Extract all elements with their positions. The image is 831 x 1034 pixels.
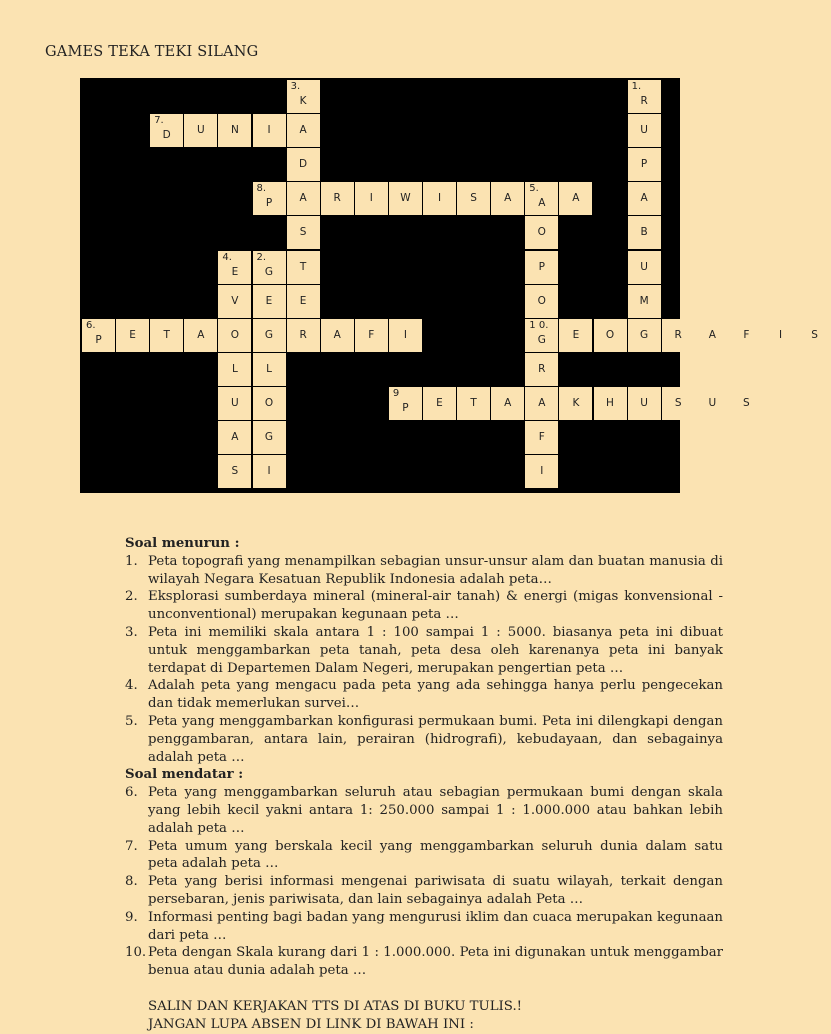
cell-letter: P [265, 197, 273, 210]
clue-number: 1. [631, 81, 642, 92]
crossword-cell [184, 114, 217, 147]
clue-text: Peta topografi yang menampilkan sebagian unsur-unsur alam dan buatan manusia di wilayah Negara Kesatuan Republik Indonesia adalah peta… [148, 553, 723, 587]
cell-letter: F [368, 328, 375, 341]
crossword-cell [287, 285, 320, 318]
instructions [125, 998, 723, 1034]
down-clues [125, 553, 723, 767]
clue-number: 4. [222, 251, 232, 263]
clue-number: 1 0. [529, 319, 549, 331]
cell-letter: R [299, 328, 307, 341]
clue-index: 5. [125, 713, 138, 729]
crossword-cell [525, 285, 558, 318]
crossword-cell [253, 353, 286, 386]
crossword-cell [253, 387, 286, 420]
crossword-cell [116, 319, 149, 352]
clue-index: 10. [125, 945, 147, 961]
crossword-cell [287, 114, 320, 147]
crossword-cell [457, 182, 490, 215]
cell-letter: E [299, 294, 307, 307]
crossword-cell [150, 114, 183, 147]
cell-letter: I [267, 465, 271, 478]
cell-letter: S [299, 226, 307, 239]
cell-letter: O [230, 328, 240, 341]
crossword-cell [696, 319, 729, 352]
crossword-cell [355, 182, 388, 215]
clue-item [125, 677, 723, 713]
cell-letter: A [504, 396, 512, 409]
crossword-cell [253, 285, 286, 318]
across-clues [125, 784, 723, 980]
clue-item [125, 624, 723, 677]
cell-letter: F [743, 328, 750, 341]
clue-text: Adalah peta yang mengacu pada peta yang ada sehingga hanya perlu pengecekan dan tidak memerlukan survei… [148, 678, 723, 712]
crossword-grid [80, 78, 818, 493]
cell-letter: A [640, 192, 648, 205]
cell-letter: A [504, 192, 512, 205]
crossword-cell [730, 319, 763, 352]
crossword-cell [253, 421, 286, 454]
cell-letter: G [264, 328, 274, 341]
cell-letter: E [231, 265, 239, 278]
cell-letter: L [266, 362, 272, 375]
crossword-cell [287, 216, 320, 249]
crossword-cell [389, 387, 422, 420]
clue-text: Eksplorasi sumberdaya mineral (mineral-air tanah) & energi (migas konvensional - unconventional) merupakan kegunaan peta … [148, 589, 723, 623]
crossword-cell [628, 216, 661, 249]
clue-index: 1. [125, 553, 138, 569]
cell-letter: K [572, 396, 580, 409]
cell-letter: O [264, 396, 274, 409]
crossword-cell [253, 114, 286, 147]
crossword-cell [82, 319, 115, 352]
cell-letter: R [333, 192, 341, 205]
clue-index: 6. [125, 785, 138, 801]
crossword-cell [594, 387, 627, 420]
cell-letter: A [333, 328, 341, 341]
crossword-cell [628, 387, 661, 420]
crossword-cell [628, 319, 661, 352]
cell-letter: U [640, 396, 648, 409]
cell-letter: E [265, 294, 273, 307]
clue-index: 2. [125, 589, 138, 605]
clue-item [125, 784, 723, 837]
cell-letter: O [605, 328, 615, 341]
cell-letter: G [264, 265, 274, 278]
cell-letter: R [640, 95, 648, 107]
crossword-cell [628, 80, 661, 113]
clue-number: 8. [256, 183, 267, 195]
cell-letter: F [538, 431, 545, 443]
cell-letter: T [470, 396, 477, 409]
crossword-cell [321, 182, 354, 215]
page-title: GAMES TEKA TEKI SILANG [45, 44, 259, 60]
cell-letter: S [674, 396, 682, 409]
cell-letter: U [231, 396, 239, 409]
crossword-cell [525, 319, 558, 352]
crossword-cell [218, 251, 251, 284]
crossword-cell [355, 319, 388, 352]
cell-letter: P [640, 158, 648, 171]
crossword-cell [559, 387, 592, 420]
clue-text: Peta yang menggambarkan seluruh atau sebagian permukaan bumi dengan skala yang lebih kecil yakni antara 1: 250.000 sampai 1 : 1.000.000 atau bahkan lebih adalah peta … [148, 785, 723, 836]
cell-letter: A [299, 192, 307, 205]
crossword-cell [628, 148, 661, 181]
crossword-cell [628, 182, 661, 215]
cell-letter: A [231, 431, 239, 443]
crossword-cell [287, 319, 320, 352]
cell-letter: G [537, 333, 546, 346]
down-heading: Soal menurun : [125, 536, 240, 551]
clue-number: 6. [86, 319, 96, 331]
crossword-cell [764, 319, 797, 352]
crossword-cell [287, 80, 320, 113]
cell-letter: T [299, 260, 307, 273]
crossword-cell [184, 319, 217, 352]
cell-letter: N [230, 124, 239, 137]
crossword-cell [218, 455, 251, 488]
cell-letter: U [708, 396, 717, 409]
cell-letter: O [537, 226, 546, 239]
cell-letter: A [197, 328, 205, 341]
crossword-cell [218, 114, 251, 147]
crossword-cell [253, 182, 286, 215]
clue-text: Peta yang berisi informasi mengenai pariwisata di suatu wilayah, terkait dengan persebaran, jenis pariwisata, dan lain sebagainya adalah Peta … [148, 874, 723, 907]
cell-letter: K [299, 95, 307, 107]
cell-letter: W [400, 192, 411, 205]
clue-number: 7. [154, 115, 164, 127]
crossword-cell [491, 182, 524, 215]
cell-letter: P [538, 260, 545, 273]
cell-letter: D [162, 129, 171, 142]
clue-index: 3. [125, 624, 138, 640]
clue-index: 9. [125, 909, 138, 925]
across-heading: Soal mendatar : [125, 767, 244, 783]
cell-letter: A [538, 197, 546, 210]
cell-letter: M [639, 294, 649, 307]
crossword-cell [491, 387, 524, 420]
crossword-cell [218, 285, 251, 318]
crossword-cell [525, 353, 558, 386]
cell-letter: S [231, 465, 239, 478]
cell-letter: A [299, 124, 307, 137]
crossword-cell [287, 148, 320, 181]
crossword-cell [389, 319, 422, 352]
crossword-cell [559, 182, 592, 215]
crossword-cell [321, 319, 354, 352]
instruction-line-1: SALIN DAN KERJAKAN TTS DI ATAS DI BUKU TULIS.! [148, 998, 523, 1014]
crossword-cell [525, 455, 558, 488]
clue-text: Peta yang menggambarkan konfigurasi permukaan bumi. Peta ini dilengkapi dengan penggambaran, antara lain, perairan (hidrografi), kebudayaan, dan sebagainya adalah peta … [148, 713, 723, 765]
crossword-cell [662, 387, 695, 420]
crossword-cell [696, 387, 729, 420]
crossword-cell [218, 387, 251, 420]
crossword-cell [525, 182, 558, 215]
cell-letter: S [811, 328, 818, 341]
crossword-cell [253, 455, 286, 488]
crossword-cell [628, 251, 661, 284]
cell-letter: I [403, 328, 407, 341]
crossword-cell [662, 319, 695, 352]
cell-letter: R [674, 328, 682, 341]
clue-item [125, 909, 723, 945]
clue-number: 5. [529, 183, 539, 195]
crossword-cell [525, 216, 558, 249]
clue-item [125, 588, 723, 624]
cell-letter: B [640, 226, 648, 239]
clue-index: 4. [125, 678, 138, 694]
crossword-cell [150, 319, 183, 352]
clue-list [125, 535, 723, 1034]
clue-index: 7. [125, 838, 138, 854]
crossword-cell [253, 251, 286, 284]
clue-item [125, 553, 723, 589]
clue-item [125, 838, 723, 874]
cell-letter: P [95, 333, 102, 346]
crossword-cell [423, 182, 456, 215]
cell-letter: P [402, 401, 409, 414]
cell-letter: I [369, 192, 373, 205]
cell-letter: D [299, 158, 308, 171]
cell-letter: O [537, 294, 546, 307]
cell-letter: S [743, 396, 750, 409]
crossword-cell [594, 319, 627, 352]
instruction-line-2: JANGAN LUPA ABSEN DI LINK DI BAWAH INI : [148, 1016, 474, 1032]
clue-item [125, 713, 723, 766]
crossword-cell [287, 182, 320, 215]
cell-letter: I [778, 328, 783, 341]
cell-letter: I [267, 124, 271, 137]
cell-letter: I [540, 465, 544, 478]
crossword-cell [559, 319, 592, 352]
crossword-cell [218, 353, 251, 386]
cell-letter: E [572, 328, 580, 341]
crossword-cell [628, 285, 661, 318]
cell-letter: S [470, 192, 477, 205]
clue-item [125, 944, 723, 980]
cell-letter: T [163, 328, 170, 341]
crossword-cell [218, 421, 251, 454]
cell-letter: G [264, 431, 274, 443]
crossword-cell [287, 251, 320, 284]
clue-text: Peta ini memiliki skala antara 1 : 100 sampai 1 : 5000. biasanya peta ini dibuat untuk menggambarkan peta tanah, peta desa oleh karenanya peta ini banyak terdapat di Departemen Dalam Negeri, merupakan pengertian peta … [148, 624, 723, 676]
cell-letter: A [708, 328, 716, 341]
cell-letter: A [572, 192, 580, 205]
cell-letter: I [437, 192, 442, 205]
crossword-cell [457, 387, 490, 420]
crossword-cell [525, 421, 558, 454]
clue-number: 9 [392, 387, 400, 399]
crossword-cell [628, 114, 661, 147]
crossword-cell [389, 182, 422, 215]
clue-item [125, 873, 723, 909]
cell-letter: H [606, 396, 614, 409]
cell-letter: V [231, 294, 239, 307]
clue-index: 8. [125, 874, 138, 890]
cell-letter: E [129, 328, 136, 341]
cell-letter: A [538, 396, 546, 409]
clue-number: 3. [290, 81, 301, 92]
crossword-cell [798, 319, 831, 352]
clue-text: Informasi penting bagi badan yang mengurusi iklim dan cuaca merupakan kegunaan dari peta … [148, 909, 723, 943]
crossword-cell [525, 387, 558, 420]
cell-letter: L [231, 362, 238, 375]
cell-letter: U [640, 124, 648, 137]
clue-number: 2. [256, 251, 267, 263]
crossword-cell [730, 387, 763, 420]
clue-text: Peta dengan Skala kurang dari 1 : 1.000.000. Peta ini digunakan untuk menggambar benua atau dunia adalah peta … [148, 945, 723, 979]
crossword-cell [525, 251, 558, 284]
cell-letter: R [538, 362, 546, 375]
cell-letter: U [196, 124, 205, 137]
cell-letter: G [640, 328, 649, 341]
clue-text: Peta umum yang berskala kecil yang menggambarkan seluruh dunia dalam satu peta adalah peta … [148, 838, 723, 872]
crossword-cell [423, 387, 456, 420]
cell-letter: U [640, 260, 648, 273]
crossword-cell [218, 319, 251, 352]
crossword-cell [253, 319, 286, 352]
cell-letter: E [436, 396, 443, 409]
